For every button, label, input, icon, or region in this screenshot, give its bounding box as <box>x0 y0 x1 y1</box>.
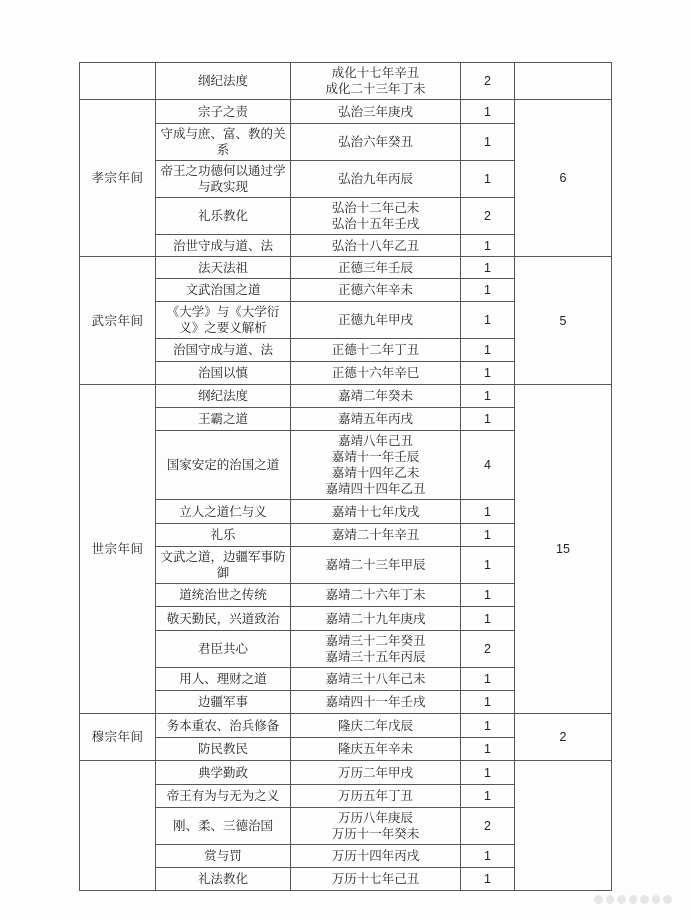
topic-cell: 文武之道，边疆军事防御 <box>156 547 291 584</box>
exam-year: 弘治十八年乙丑 <box>331 237 420 253</box>
exam-year: 万历十七年己丑 <box>331 871 420 886</box>
year-cell <box>291 607 461 631</box>
count-cell: 1 <box>461 408 515 431</box>
exam-year: 正德九年甲戌 <box>337 312 413 327</box>
watermark-dots <box>594 890 672 908</box>
topic-cell: 法天法祖 <box>156 257 291 279</box>
era-cell: 穆宗年间 <box>80 714 156 761</box>
exam-year: 嘉靖十四年乙未 <box>331 465 420 480</box>
topic-cell: 礼法教化 <box>156 868 291 891</box>
era-total-cell: 5 <box>515 257 612 385</box>
exam-year: 弘治九年丙辰 <box>337 171 413 186</box>
count-cell: 1 <box>461 668 515 691</box>
table-row <box>80 63 612 100</box>
count-cell: 2 <box>461 808 515 845</box>
exam-year: 嘉靖二年癸未 <box>337 388 413 403</box>
exam-year: 弘治六年癸丑 <box>337 134 413 149</box>
count-cell: 1 <box>461 584 515 607</box>
count-cell: 1 <box>461 235 515 257</box>
exam-year: 嘉靖二十年辛丑 <box>331 527 420 542</box>
year-cell <box>291 584 461 607</box>
year-cell <box>291 500 461 524</box>
year-cell <box>291 547 461 584</box>
count-cell: 1 <box>461 714 515 738</box>
count-cell: 1 <box>461 524 515 547</box>
exam-year: 隆庆五年辛未 <box>337 741 413 756</box>
exam-year: 正德十二年丁丑 <box>331 342 420 357</box>
exam-year: 嘉靖四十四年乙丑 <box>325 481 426 496</box>
year-cell <box>291 408 461 431</box>
era-cell <box>80 63 156 100</box>
topic-cell: 治国守成与道、法 <box>156 339 291 362</box>
topic-cell: 敬天勤民，兴道致治 <box>156 607 291 631</box>
year-cell <box>291 845 461 868</box>
count-cell: 2 <box>461 631 515 668</box>
count-cell: 1 <box>461 845 515 868</box>
count-cell: 1 <box>461 547 515 584</box>
count-cell: 1 <box>461 302 515 339</box>
exam-year: 嘉靖二十九年庚戌 <box>325 610 426 626</box>
year-cell <box>291 668 461 691</box>
exam-year: 嘉靖三十二年癸丑 <box>325 633 426 648</box>
topic-cell: 帝王之功德何以通过学与政实现 <box>156 161 291 198</box>
year-cell <box>291 785 461 808</box>
year-cell <box>291 100 461 124</box>
topic-cell: 国家安定的治国之道 <box>156 431 291 500</box>
exam-year: 万历二年甲戌 <box>337 764 413 780</box>
count-cell: 1 <box>461 785 515 808</box>
year-cell <box>291 339 461 362</box>
topic-cell: 赏与罚 <box>156 845 291 868</box>
exam-year: 隆庆二年戊辰 <box>337 717 413 733</box>
era-cell: 孝宗年间 <box>80 100 156 257</box>
count-cell: 1 <box>461 738 515 761</box>
year-cell <box>291 868 461 891</box>
table-row <box>80 385 612 408</box>
topic-cell: 刚、柔、三德治国 <box>156 808 291 845</box>
exam-year: 嘉靖三十八年己未 <box>325 671 426 686</box>
topic-cell: 典学勤政 <box>156 761 291 785</box>
year-cell <box>291 63 461 100</box>
topic-cell: 务本重农、治兵修备 <box>156 714 291 738</box>
topic-cell: 立人之道仁与义 <box>156 500 291 524</box>
topic-cell: 道统治世之传统 <box>156 584 291 607</box>
exam-year: 弘治十五年壬戌 <box>331 216 420 231</box>
exam-year: 弘治十二年己未 <box>331 200 420 215</box>
topic-cell: 用人、理财之道 <box>156 668 291 691</box>
exam-year: 成化二十三年丁未 <box>325 81 426 96</box>
exam-year: 成化十七年辛丑 <box>331 65 420 80</box>
year-cell <box>291 761 461 785</box>
table-row <box>80 761 612 785</box>
year-cell <box>291 691 461 714</box>
topic-cell: 帝王有为与无为之义 <box>156 785 291 808</box>
count-cell: 1 <box>461 161 515 198</box>
count-cell: 1 <box>461 691 515 714</box>
year-cell <box>291 279 461 302</box>
topic-cell: 纲纪法度 <box>156 385 291 408</box>
topic-cell: 《大学》与《大学衍义》之要义解析 <box>156 302 291 339</box>
count-cell: 2 <box>461 198 515 235</box>
count-cell: 1 <box>461 100 515 124</box>
exam-year: 万历八年庚辰 <box>337 810 413 825</box>
year-cell <box>291 257 461 279</box>
topic-cell: 礼乐 <box>156 524 291 547</box>
topic-cell: 礼乐教化 <box>156 198 291 235</box>
topic-cell: 君臣共心 <box>156 631 291 668</box>
count-cell: 1 <box>461 279 515 302</box>
era-total-cell <box>515 761 612 891</box>
table-row <box>80 100 612 124</box>
year-cell <box>291 302 461 339</box>
exam-year: 嘉靖二十六年丁未 <box>325 587 426 602</box>
table-row <box>80 714 612 738</box>
exam-year: 正德六年辛未 <box>337 282 413 297</box>
topic-cell: 治国以慎 <box>156 362 291 385</box>
exam-year: 正德三年壬辰 <box>337 259 413 275</box>
count-cell: 1 <box>461 257 515 279</box>
era-total-cell <box>515 63 612 100</box>
era-cell: 世宗年间 <box>80 385 156 714</box>
era-cell <box>80 761 156 891</box>
count-cell: 2 <box>461 63 515 100</box>
year-cell <box>291 631 461 668</box>
exam-year: 万历五年丁丑 <box>337 788 413 803</box>
topic-cell: 边疆军事 <box>156 691 291 714</box>
year-cell <box>291 714 461 738</box>
year-cell <box>291 524 461 547</box>
exam-year: 嘉靖十一年壬辰 <box>331 449 420 464</box>
year-cell <box>291 808 461 845</box>
count-cell: 4 <box>461 431 515 500</box>
count-cell: 1 <box>461 362 515 385</box>
year-cell <box>291 161 461 198</box>
topic-cell: 守成与庶、富、教的关系 <box>156 124 291 161</box>
era-total-cell: 6 <box>515 100 612 257</box>
count-cell: 1 <box>461 868 515 891</box>
exam-year: 嘉靖八年己丑 <box>337 433 413 448</box>
exam-year: 嘉靖四十一年壬戌 <box>325 694 426 709</box>
topic-cell: 宗子之责 <box>156 100 291 124</box>
count-cell: 1 <box>461 339 515 362</box>
exam-year: 弘治三年庚戌 <box>337 103 413 119</box>
year-cell <box>291 362 461 385</box>
year-cell <box>291 431 461 500</box>
count-cell: 1 <box>461 607 515 631</box>
exam-year: 嘉靖三十五年丙辰 <box>325 649 426 664</box>
count-cell: 1 <box>461 761 515 785</box>
topic-cell: 文武治国之道 <box>156 279 291 302</box>
exam-year: 万历十一年癸未 <box>331 826 420 841</box>
topic-cell: 防民教民 <box>156 738 291 761</box>
topic-cell: 治世守成与道、法 <box>156 235 291 257</box>
year-cell <box>291 235 461 257</box>
exam-year: 正德十六年辛巳 <box>331 365 420 380</box>
table-row <box>80 257 612 279</box>
topic-cell: 王霸之道 <box>156 408 291 431</box>
exam-year: 嘉靖五年丙戌 <box>337 411 413 426</box>
era-total-cell: 2 <box>515 714 612 761</box>
count-cell: 1 <box>461 124 515 161</box>
exam-year: 嘉靖二十三年甲辰 <box>325 557 426 572</box>
era-cell: 武宗年间 <box>80 257 156 385</box>
topic-cell: 纲纪法度 <box>156 63 291 100</box>
count-cell: 1 <box>461 385 515 408</box>
exam-topics-table <box>79 62 612 891</box>
year-cell <box>291 198 461 235</box>
year-cell <box>291 124 461 161</box>
era-total-cell: 15 <box>515 385 612 714</box>
year-cell <box>291 738 461 761</box>
count-cell: 1 <box>461 500 515 524</box>
year-cell <box>291 385 461 408</box>
exam-year: 万历十四年丙戌 <box>331 848 420 863</box>
exam-year: 嘉靖十七年戊戌 <box>331 503 420 519</box>
